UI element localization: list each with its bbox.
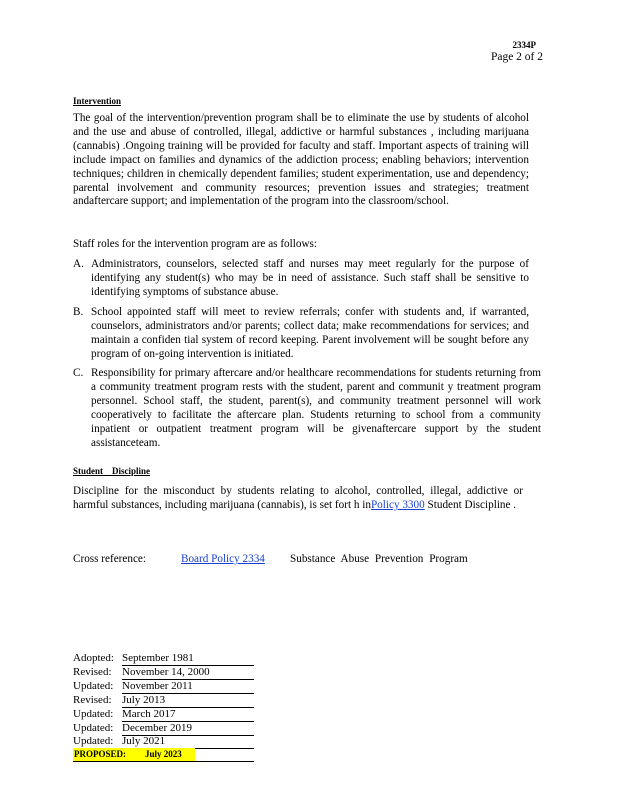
- discipline-text-after: Student Discipline .: [424, 498, 517, 511]
- cross-reference-title: Substance Abuse Prevention Program: [290, 553, 468, 565]
- list-item-text: Administrators, counselors, selected staff and nurses may meet regularly for the purpose of identifying any student(s) who may be in need of assistance. Such staff shall be sensitive to identifying symptoms of substance abuse.: [91, 258, 529, 298]
- cross-reference-label: Cross reference:: [73, 553, 146, 565]
- history-label: Revised:: [73, 694, 112, 706]
- history-date: July 2021: [122, 735, 254, 749]
- history-date: September 1981: [122, 652, 254, 666]
- list-item: [73, 367, 541, 450]
- list-item-text: Responsibility for primary aftercare and/or healthcare recommendations for students returning from a community treatment program rests with the student, parent and communit y treatment program personnel. School staff, the student, parent(s), and community treatment personnel will work cooperatively to facilitate the aftercare plan. Students returning to school from a community inpatient or outpatient treatment program will be givenaftercare support by the student assistanceteam.: [91, 367, 541, 449]
- history-label: Revised:: [73, 666, 112, 678]
- history-date: July 2013: [122, 694, 254, 708]
- discipline-heading: Student Discipline: [73, 466, 151, 476]
- intervention-heading: Intervention: [73, 96, 121, 106]
- history-label: Updated:: [73, 680, 114, 692]
- staff-roles-intro: Staff roles for the intervention program are as follows:: [73, 238, 317, 250]
- history-date: March 2017: [122, 708, 254, 722]
- list-item-label: B.: [73, 306, 84, 318]
- history-date: November 2011: [122, 680, 254, 694]
- discipline-text: Discipline for the misconduct by students relating to alcohol, controlled, illegal, addictive or harmful substances, including marijuana (cannabis), is set fort h in: [73, 485, 523, 511]
- proposed-row: [73, 748, 254, 762]
- list-item: [73, 306, 529, 362]
- history-label: Updated:: [73, 735, 114, 747]
- list-item: [73, 258, 529, 300]
- proposed-label: PROPOSED:: [74, 749, 127, 759]
- history-label: Updated:: [73, 722, 114, 734]
- page-number: Page 2 of 2: [490, 51, 543, 63]
- proposed-date: July 2023: [145, 749, 182, 759]
- list-item-label: A.: [73, 258, 84, 270]
- policy-3300-link[interactable]: Policy 3300: [370, 498, 425, 511]
- discipline-paragraph: [73, 485, 523, 513]
- intervention-paragraph: The goal of the intervention/prevention program shall be to eliminate the use by students of alcohol and the use and abuse of controlled, illegal, addictive or harmful substances , including marijuana (cannabis) .Ongoing training will be provided for faculty and staff. Important aspects of training will include impact on families and dynamics of the addiction process; enabling behaviors; intervention techniques; children in chemically dependent families; student experimentation, use and dependency; parental involvement and community resources; prevention issues and strategies; treatment andaftercare support; and implementation of the program into the classroom/school.: [73, 112, 529, 208]
- board-policy-2334-link[interactable]: Board Policy 2334: [181, 553, 265, 565]
- policy-code: 2334P: [512, 40, 536, 50]
- history-label: Updated:: [73, 708, 114, 720]
- list-item-text: School appointed staff will meet to review referrals; confer with students and, if warranted, counselors, administrators and/or parents; collect data; make recommendations for services; and maintain a confiden tial system of record keeping. Parent involvement will be sought before any program of on-going intervention is initiated.: [91, 306, 529, 360]
- list-item-label: C.: [73, 367, 84, 379]
- history-date: November 14, 2000: [122, 666, 254, 680]
- history-label: Adopted:: [73, 652, 114, 664]
- history-date: December 2019: [122, 722, 254, 736]
